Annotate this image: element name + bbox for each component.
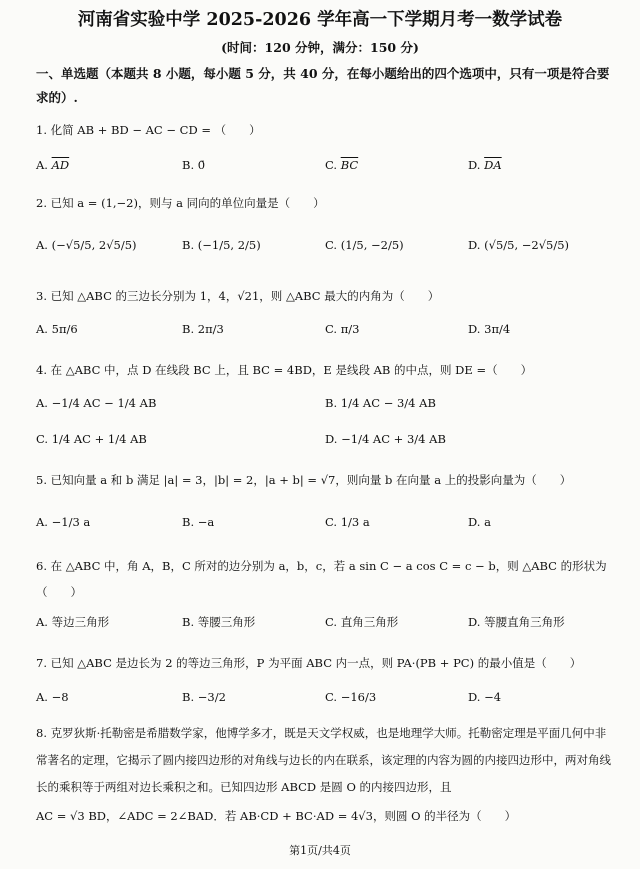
- q1-option-b: B. 0̄: [182, 158, 206, 172]
- q6-option-a: A. 等边三角形: [36, 615, 110, 629]
- question-5-stem: 5. 已知向量 a 和 b 满足 |a| = 3，|b| = 2，|a + b| = √7，则向量 b 在向量 a 上的投影向量为（ ）: [36, 473, 572, 487]
- q5-option-c: C. 1/3 a: [325, 515, 370, 529]
- q7-option-c: C. −16/3: [325, 690, 377, 704]
- q1-option-a: A. $\overline{AD}$: [36, 158, 70, 172]
- q4-option-b: B. 1/4 AC − 3/4 AB: [325, 396, 436, 410]
- q7-option-b: B. −3/2: [182, 690, 226, 704]
- exam-subtitle: (时间：120 分钟，满分：150 分): [221, 40, 419, 55]
- q6-option-b: B. 等腰三角形: [182, 615, 256, 629]
- question-6-stem-cont: （ ）: [36, 585, 82, 599]
- q1-option-c: C. $\overline{BC}$: [325, 158, 359, 172]
- q4-option-c: C. 1/4 AC + 1/4 AB: [36, 432, 147, 446]
- q2-option-c: C. (1/5, −2/5): [325, 238, 404, 252]
- q3-option-c: C. π/3: [325, 322, 360, 336]
- question-4-stem: 4. 在 △ABC 中，点 D 在线段 BC 上，且 BC = 4BD，E 是线段 AB 的中点，则 DE =（ ）: [36, 363, 533, 377]
- q7-option-d: D. −4: [468, 690, 502, 704]
- q3-option-d: D. 3π/4: [468, 322, 511, 336]
- q7-option-a: A. −8: [36, 690, 69, 704]
- question-8-text: 8. 克罗狄斯·托勒密是希腊数学家，他博学多才，既是天文学权威，也是地理学大师。托勒密定理是平面几何中非常著名的定理，它揭示了圆内接四边形的对角线与边长的内在联系，该定理的内容为圆的内接四边形中，两对角线长的乘积等于两组对边长乘积之和。已知四边形 ABCD 是圆 O 的内接四边形，且: [36, 726, 611, 794]
- q5-option-d: D. a: [468, 515, 491, 529]
- section-heading: 一、单选题（本题共 8 小题，每小题 5 分，共 40 分，在每小题给出的四个选项中，只有一项是符合要求的）.: [36, 66, 610, 105]
- q4-option-d: D. −1/4 AC + 3/4 AB: [325, 432, 446, 446]
- question-7-stem: 7. 已知 △ABC 是边长为 2 的等边三角形，P 为平面 ABC 内一点，则 PA·(PB + PC) 的最小值是（ ）: [36, 656, 582, 670]
- question-3-stem: 3. 已知 △ABC 的三边长分别为 1，4，√21，则 △ABC 最大的内角为（ ）: [36, 289, 440, 303]
- q2-option-a: A. (−√5/5, 2√5/5): [36, 238, 137, 252]
- q6-option-c: C. 直角三角形: [325, 615, 399, 629]
- q6-option-d: D. 等腰直角三角形: [468, 615, 565, 629]
- exam-title: 河南省实验中学 2025-2026 学年高一下学期月考一数学试卷: [77, 10, 563, 30]
- q3-option-b: B. 2π/3: [182, 322, 224, 336]
- question-8-line: AC = √3 BD，∠ADC = 2∠BAD．若 AB·CD + BC·AD = 4√3，则圆 O 的半径为（ ）: [36, 809, 517, 823]
- page-footer: 第1页/共4页: [289, 844, 351, 857]
- q1-expr: AB + BD − AC − CD = （ ）: [77, 123, 261, 137]
- q2-option-d: D. (√5/5, −2√5/5): [468, 238, 570, 252]
- q5-option-b: B. −a: [182, 515, 215, 529]
- q3-option-a: A. 5π/6: [36, 322, 78, 336]
- question-1-stem: [36, 122, 261, 138]
- question-6-stem: 6. 在 △ABC 中，角 A，B，C 所对的边分别为 a，b，c，若 a sin C − a cos C = c − b，则 △ABC 的形状为: [36, 559, 607, 573]
- q2-option-b: B. (−1/5, 2/5): [182, 238, 261, 252]
- q4-option-a: A. −1/4 AC − 1/4 AB: [36, 396, 157, 410]
- q5-option-a: A. −1/3 a: [36, 515, 91, 529]
- q1-option-d: D. $\overline{DA}$: [468, 158, 502, 172]
- q1-prefix: 1. 化简: [36, 123, 74, 137]
- question-2-stem: 2. 已知 a = (1,−2)，则与 a 同向的单位向量是（ ）: [36, 196, 325, 210]
